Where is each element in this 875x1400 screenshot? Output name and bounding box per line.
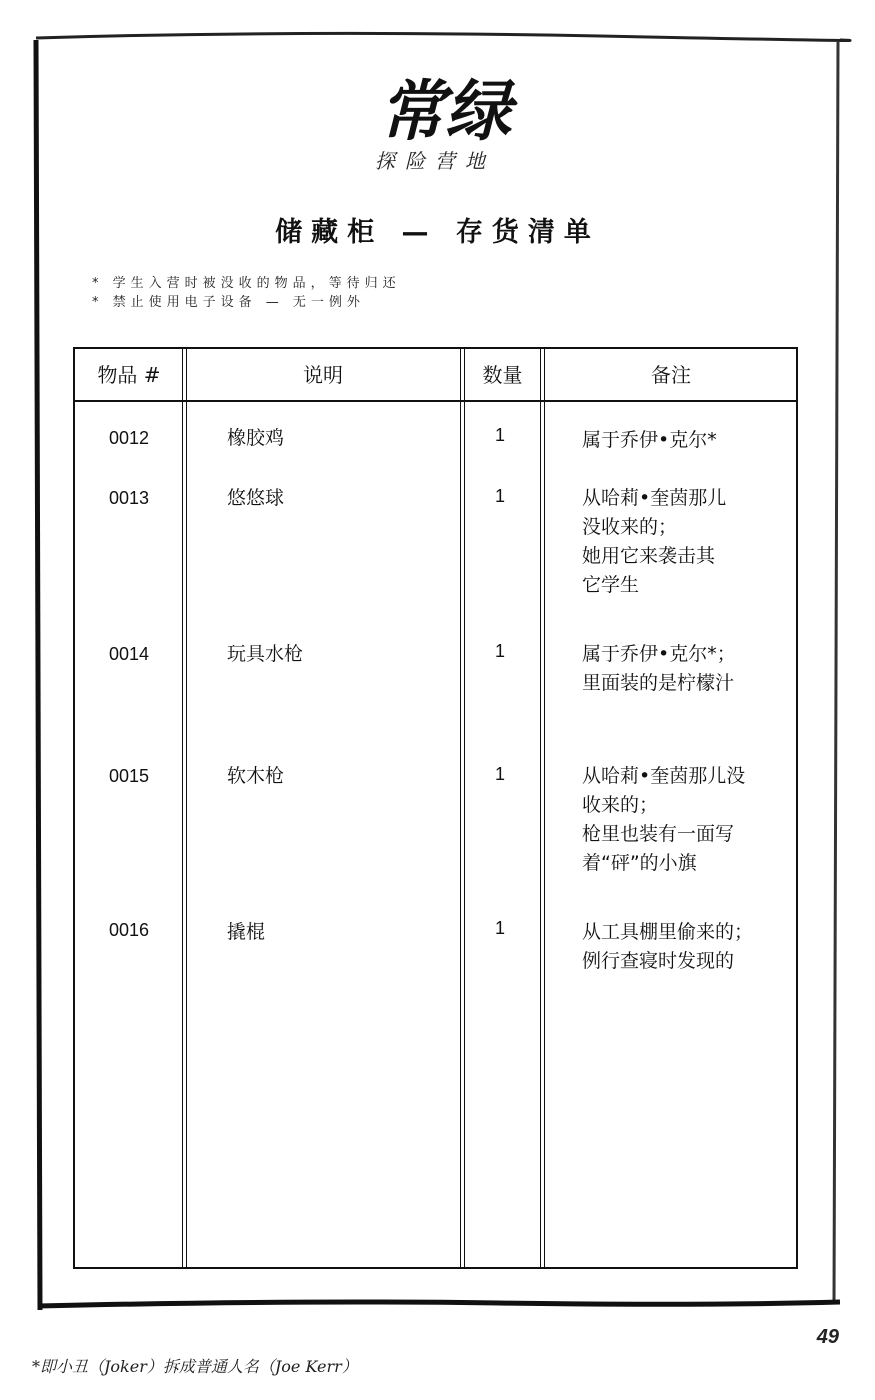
translator-footnote: *即小丑（Joker）拆成普通人名（Joe Kerr） bbox=[32, 1357, 358, 1376]
item-remarks: 从工具棚里偷来的； 例行查寝时发现的 bbox=[582, 921, 754, 972]
item-number: 0012 bbox=[109, 428, 150, 448]
header-quantity: 数量 bbox=[482, 363, 523, 387]
header-remarks: 备注 bbox=[651, 363, 691, 387]
item-remarks: 从哈莉•奎茵那儿 没收来的； 她用它来袭击其 它学生 bbox=[582, 487, 727, 596]
item-description: 撬棍 bbox=[227, 921, 266, 943]
item-number: 0013 bbox=[109, 488, 150, 508]
document-title: 储藏柜 — 存货清单 bbox=[275, 217, 600, 248]
item-quantity: 1 bbox=[494, 764, 505, 784]
item-description: 橡胶鸡 bbox=[227, 427, 285, 449]
item-quantity: 1 bbox=[494, 918, 505, 938]
notes bbox=[92, 274, 401, 312]
item-remarks: 属于乔伊•克尔* bbox=[582, 429, 717, 451]
page-number: 49 bbox=[816, 1326, 839, 1348]
item-number: 0014 bbox=[109, 644, 150, 664]
item-description: 玩具水枪 bbox=[227, 643, 304, 665]
note-line: * 学生入营时被没收的物品，等待归还 bbox=[92, 276, 401, 291]
item-quantity: 1 bbox=[494, 425, 505, 445]
item-remarks: 属于乔伊•克尔*； 里面装的是柠檬汁 bbox=[582, 643, 736, 694]
column-divider bbox=[182, 349, 187, 1267]
camp-logo bbox=[345, 62, 545, 152]
item-remarks: 从哈莉•奎茵那儿没 收来的； 枪里也装有一面写 着“砰”的小旗 bbox=[582, 765, 746, 874]
item-number: 0015 bbox=[109, 766, 150, 786]
header-description: 说明 bbox=[303, 363, 343, 387]
note-line: * 禁止使用电子设备 — 无一例外 bbox=[92, 295, 365, 310]
item-quantity: 1 bbox=[494, 641, 505, 661]
inventory-table bbox=[73, 347, 798, 1269]
item-description: 悠悠球 bbox=[227, 487, 285, 509]
item-quantity: 1 bbox=[494, 486, 505, 506]
item-number: 0016 bbox=[109, 920, 150, 940]
header-item: 物品 # bbox=[97, 363, 161, 387]
logo-title-text: 常绿 bbox=[379, 72, 511, 150]
item-description: 软木枪 bbox=[227, 765, 285, 787]
logo-subtitle: 探险营地 bbox=[375, 149, 495, 173]
column-divider bbox=[540, 349, 545, 1267]
